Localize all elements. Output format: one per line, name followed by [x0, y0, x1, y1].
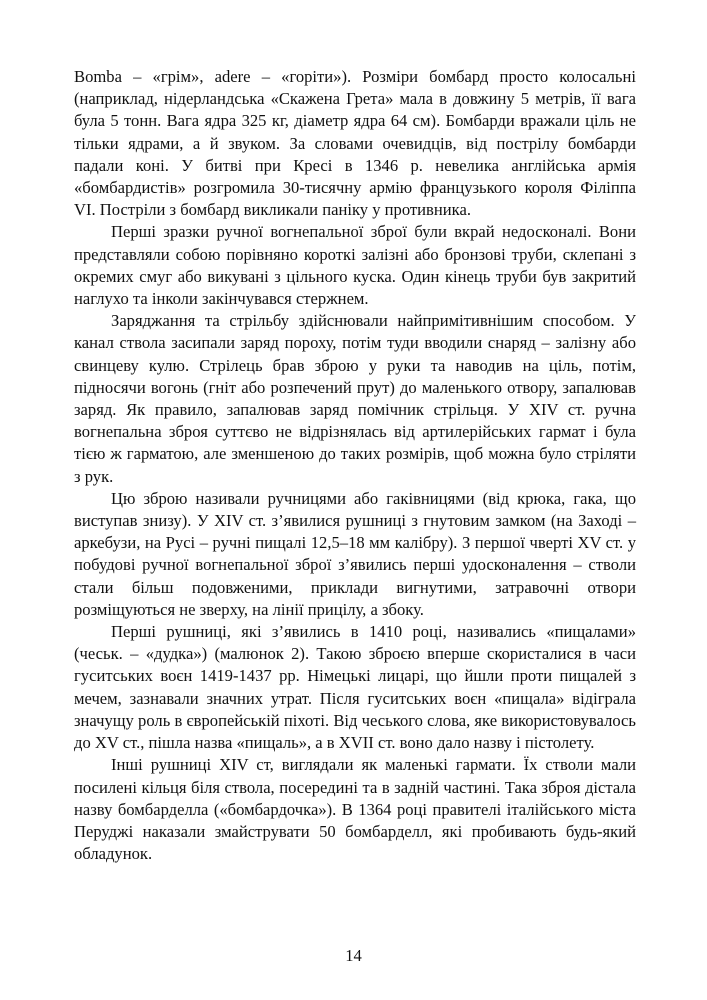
paragraph-first-hand-weapons: Перші зразки ручної вогнепальної зброї були вкрай недосконалі. Вони представляли собою порівняно короткі залізні або бронзові труби, склепані з окремих смуг або викувані з цільного куска. Один кінець труби був закритий наглухо та інколи закінчувався стержнем.	[74, 222, 636, 309]
paragraph-bombardella: Інші рушниці XIV ст, виглядали як маленькі гармати. Їх стволи мали посилені кільця біля ствола, посередині та в задній частині. Така зброя дістала назву бомбарделла («бомбардочка»). В 1364 році правителі італійського міста Перуджі наказали змайструвати 50 бомбарделл, які пробивають будь-який обладунок.	[74, 755, 636, 864]
paragraph-loading-and-firing: Заряджання та стрільбу здійснювали найпримітивнішим способом. У канал ствола засипали заряд пороху, потім туди вводили снаряд – залізну або свинцеву кулю. Стрілець брав зброю у руки та наводив на ціль, потім, підносячи вогонь (гніт або розпечений прут) до маленького отвору, запалював заряд. Як правило, запалював заряд помічник стрільця. У XIV ст. ручна вогнепальна зброя суттєво не відрізнялась від артилерійських гармат і була тією ж гарматою, але зменшеною до таких розмірів, щоб можна було стріляти з рук.	[74, 311, 636, 486]
paragraph-bombard-sizes: Bomba – «грім», adere – «горіти»). Розміри бомбард просто колосальні (наприклад, нідерландська «Скажена Грета» мала в довжину 5 метрів, її вага була 5 тонн. Вага ядра 325 кг, діаметр ядра 64 см). Бомбарди вражали ціль не тільки ядрами, а й звуком. За словами очевидців, від пострілу бомбарди падали коні. У битві при Кресі в 1346 р. невелика англійська армія «бомбардистів» розгромила 30-тисячну армію французького короля Філіппа VI. Постріли з бомбард викликали паніку у противника.	[74, 67, 636, 220]
body-text	[74, 66, 636, 865]
paragraph-hook-guns: Цю зброю називали ручницями або гаківницями (від крюка, гака, що виступав знизу). У XIV ст. з’явилися рушниці з гнутовим замком (на Заході – аркебузи, на Русі – ручні пищалі 12,5–18 мм калібру). З першої чверті XV ст. у побудові ручної вогнепальної зброї з’явились перші удосконалення – стволи стали більш подовженими, приклади вигнутими, затравочні отвори розміщуються не зверху, на лінії прицілу, а збоку.	[74, 488, 636, 619]
page-number: 14	[345, 946, 362, 965]
paragraph-pishchal: Перші рушниці, які з’явились в 1410 році, називались «пищалами» (чеськ. – «дудка») (малюнок 2). Такою зброєю вперше скористалися в часи гуситських воєн 1419-1437 рр. Німецькі лицарі, що йшли проти пищалей з мечем, зазнавали значних утрат. Після гуситських воєн «пищала» відіграла значущу роль в європейській піхоті. Від чеського слова, яке використовувалось до XV ст., пішла назва «пищаль», а в XVII ст. воно дало назву і пістолету.	[74, 622, 636, 753]
